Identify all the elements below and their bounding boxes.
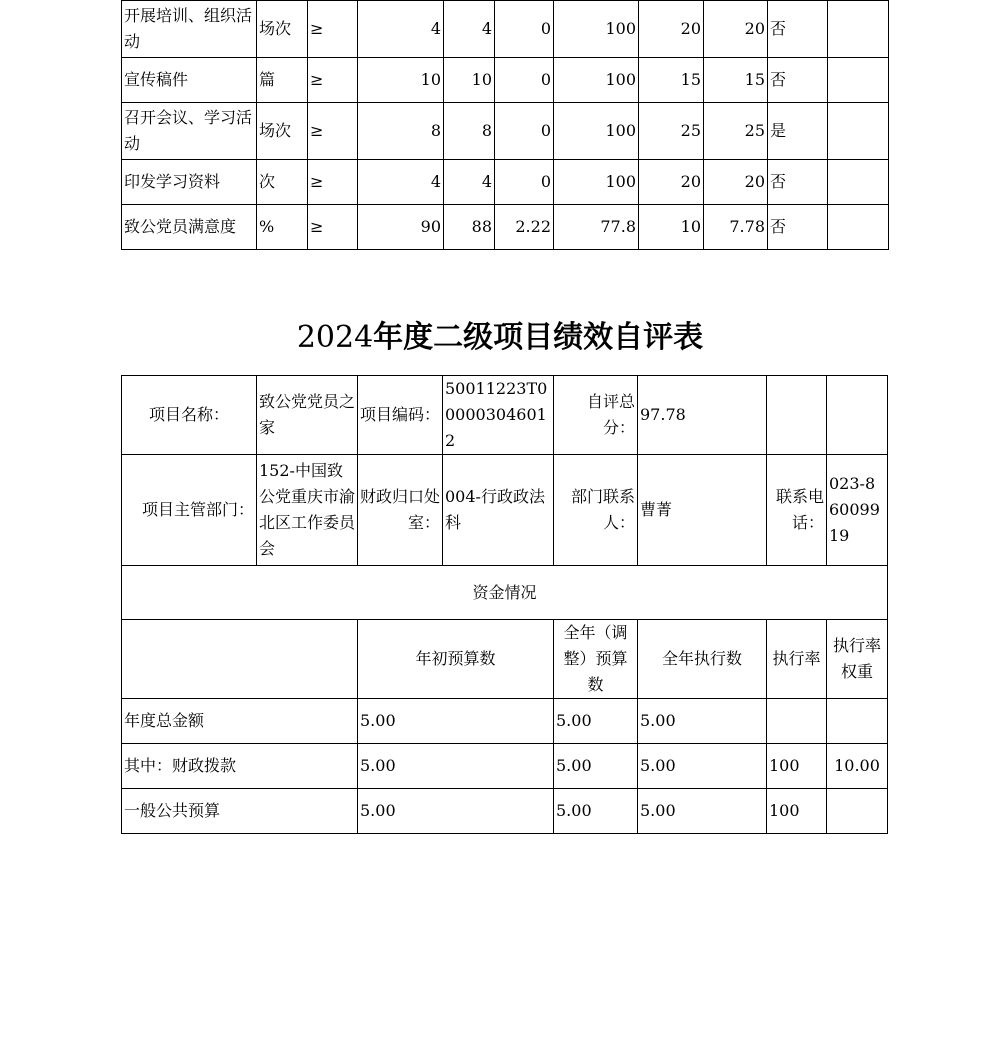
indicator-unit: 场次 [257,103,308,160]
funds-row-label: 其中：财政拨款 [122,744,358,789]
title-year: 2024 [296,320,374,355]
indicator-unit: 篇 [257,58,308,103]
funds-section-title: 资金情况 [122,566,888,620]
phone-label: 联系电话： [767,455,827,566]
self-score-value: 97.78 [638,376,767,455]
project-name-label: 项目名称： [122,376,257,455]
funds-row-rate [767,699,827,744]
indicator-note [828,1,889,58]
funds-row-executed: 5.00 [638,789,767,834]
indicator-note [828,205,889,250]
indicator-note [828,160,889,205]
indicator-deviation: 2.22 [495,205,554,250]
indicator-flag: 否 [768,160,828,205]
indicator-operator: ≥ [308,160,358,205]
indicator-name: 召开会议、学习活动 [122,103,257,160]
indicator-actual: 8 [444,103,495,160]
indicator-target: 90 [358,205,444,250]
indicator-flag: 否 [768,205,828,250]
indicator-operator: ≥ [308,1,358,58]
dept-info-row [122,455,888,566]
indicator-unit: % [257,205,308,250]
indicator-deviation: 0 [495,1,554,58]
project-code-label: 项目编码： [358,376,443,455]
indicator-unit: 次 [257,160,308,205]
empty-cell [827,376,888,455]
indicator-deviation: 0 [495,58,554,103]
funds-row-adjusted: 5.00 [554,789,638,834]
funds-row-budget: 5.00 [358,789,554,834]
indicator-actual: 88 [444,205,495,250]
indicator-actual: 4 [444,1,495,58]
indicator-rate: 100 [554,160,639,205]
funds-header-weight: 执行率权重 [827,620,888,699]
funds-header-adjusted: 全年（调整）预算数 [554,620,638,699]
finance-label: 财政归口处室： [358,455,443,566]
table-row [122,103,889,160]
finance-value: 004-行政政法科 [443,455,554,566]
empty-cell [122,620,358,699]
indicator-name: 开展培训、组织活动 [122,1,257,58]
indicator-target: 4 [358,1,444,58]
indicator-rate: 100 [554,1,639,58]
funds-row-adjusted: 5.00 [554,744,638,789]
indicator-actual: 4 [444,160,495,205]
indicator-weight: 25 [639,103,704,160]
indicator-name: 宣传稿件 [122,58,257,103]
indicator-target: 10 [358,58,444,103]
funds-row-executed: 5.00 [638,699,767,744]
indicator-note [828,103,889,160]
indicator-operator: ≥ [308,103,358,160]
indicator-deviation: 0 [495,160,554,205]
table-row [122,1,889,58]
funds-row-rate: 100 [767,744,827,789]
funds-row-executed: 5.00 [638,744,767,789]
indicator-rate: 100 [554,103,639,160]
contact-label: 部门联系人： [554,455,638,566]
indicator-name: 印发学习资料 [122,160,257,205]
funds-header-rate: 执行率 [767,620,827,699]
indicator-target: 8 [358,103,444,160]
contact-value: 曹菁 [638,455,767,566]
indicator-weight: 10 [639,205,704,250]
indicator-note [828,58,889,103]
indicator-score: 20 [704,1,768,58]
funds-row-weight [827,789,888,834]
self-evaluation-table [121,375,888,834]
table-row [122,205,889,250]
indicator-rate: 77.8 [554,205,639,250]
project-name-value: 致公党党员之家 [257,376,358,455]
table-row [122,160,889,205]
page-title [0,316,1000,360]
phone-value: 023-86009919 [827,455,888,566]
prev-indicator-table [121,0,889,250]
indicator-weight: 20 [639,1,704,58]
indicator-flag: 否 [768,1,828,58]
indicator-score: 25 [704,103,768,160]
indicator-operator: ≥ [308,205,358,250]
funds-row-rate: 100 [767,789,827,834]
empty-cell [767,376,827,455]
funds-row [122,744,888,789]
funds-row-adjusted: 5.00 [554,699,638,744]
funds-row-budget: 5.00 [358,744,554,789]
funds-header-row [122,620,888,699]
funds-section-row [122,566,888,620]
funds-row-weight: 10.00 [827,744,888,789]
funds-row-label: 一般公共预算 [122,789,358,834]
funds-row-weight [827,699,888,744]
indicator-deviation: 0 [495,103,554,160]
dept-label: 项目主管部门： [122,455,257,566]
indicator-unit: 场次 [257,1,308,58]
indicator-score: 20 [704,160,768,205]
indicator-weight: 15 [639,58,704,103]
funds-header-executed: 全年执行数 [638,620,767,699]
funds-row [122,789,888,834]
indicator-operator: ≥ [308,58,358,103]
indicator-rate: 100 [554,58,639,103]
self-score-label: 自评总分： [554,376,638,455]
table-row [122,58,889,103]
indicator-actual: 10 [444,58,495,103]
project-info-row [122,376,888,455]
title-text: 年度二级项目绩效自评表 [373,320,704,355]
indicator-flag: 是 [768,103,828,160]
indicator-flag: 否 [768,58,828,103]
indicator-score: 7.78 [704,205,768,250]
project-code-value: 50011223T000003046012 [443,376,554,455]
funds-row [122,699,888,744]
indicator-target: 4 [358,160,444,205]
funds-row-label: 年度总金额 [122,699,358,744]
funds-header-initial: 年初预算数 [358,620,554,699]
indicator-score: 15 [704,58,768,103]
indicator-name: 致公党员满意度 [122,205,257,250]
indicator-weight: 20 [639,160,704,205]
funds-row-budget: 5.00 [358,699,554,744]
dept-value: 152-中国致公党重庆市渝北区工作委员会 [257,455,358,566]
